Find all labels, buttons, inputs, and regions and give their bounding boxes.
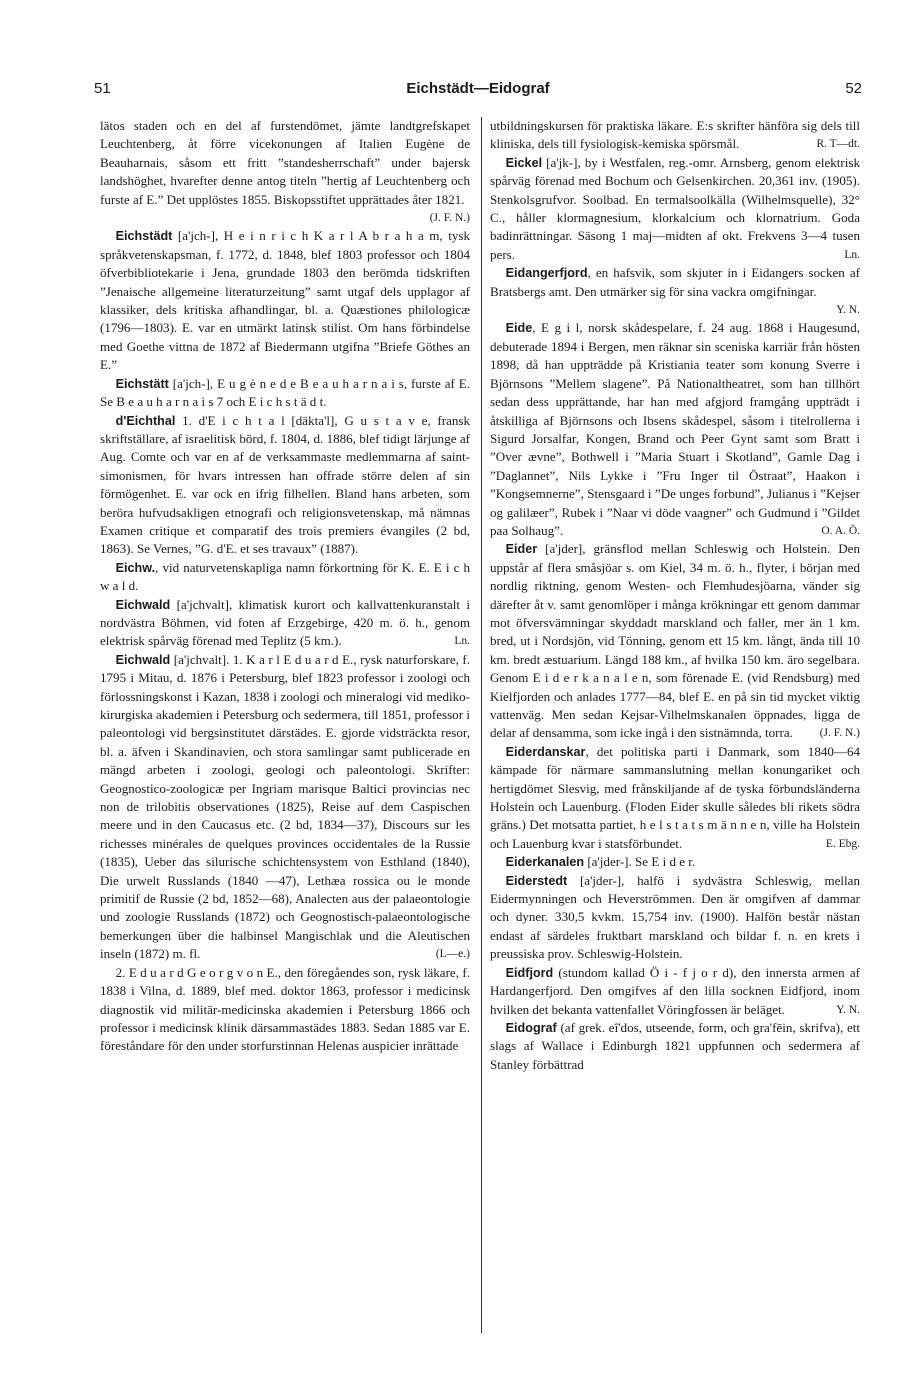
- entry-text: , det politiska parti i Danmark, som 1840—64 kämpade för närmare sammanslutning mellan konungariket och hertigdömet Slesvig, med frånskiljande af de tyska förbundsländerna Holstein och Lauenburg. (Floden Eider skulle således bli rikets södra gräns.) Det motsatta partiet, h e l s t a t s m ä n n e n, ville ha Holstein och Lauenburg kvar i statsförbundet.: [490, 743, 860, 851]
- article-entry: [490, 964, 860, 1019]
- entry-text: [a'jch-], E u g è n e d e B e a u h a r n a i s, furste af E. Se B e a u h a r n a i s 7 och E i c h s t ä d t.: [100, 375, 470, 410]
- article-entry: [100, 596, 470, 651]
- entry-headword: Eidograf: [505, 1020, 557, 1035]
- entry-text: , en hafsvik, som skjuter in i Eidangers socken af Bratsbergs amt. Den utmärker sig för sina vackra omgifningar.: [490, 265, 860, 299]
- entry-headword: Eichwald: [115, 597, 171, 612]
- article-entry: [100, 651, 470, 964]
- page-number-right: 52: [845, 80, 862, 97]
- page-header: [94, 80, 862, 102]
- entry-text: [a'jder-], halfö i sydvästra Schleswig, mellan Eidermynningen och Heverströmmen. Den är omgifven af dammar och dyner. 330,5 kvkm. 15,754 inv. (1900). Halfön består nästan endast af särdeles fruktbart marskland och bildar f. n. en krets i preussiska prov. Schleswig-Holstein.: [490, 872, 860, 962]
- article-entry: [100, 227, 470, 374]
- article-entry: [490, 319, 860, 540]
- entry-text: [a'jchvalt]. 1. K a r l E d u a r d E., rysk naturforskare, f. 1795 i Mitau, d. 1876 i Petersburg, blef 1823 professor i zoologi och förlossningskonst i Kazan, 1838 i zoologi och mineralogi vid mediko-kirurgiska akademien i Petersburg och sedermera, till 1851, professor i paleontologi vid bergsinstitutet därstädes. E. gjorde vidsträckta resor, bl. a. äfven i Skandinavien, och stora samlingar samt publicerade en mängd arbeten i zoologi, geologi och paleontologi. Skrifter: Geognostico-zoologicæ per Ingriam marisque Baltici provincias nec non de trilobitis observationes (1825), Reise auf dem Caspischen meere und in den Caucasus etc. (2 bd, 1834—37), Discours sur les richesses minérales de quelques provinces occidentales de la Russie (1835), Ueber das silurische schichtensystem von Esthland (1840), Die urwelt Russlands (1840 —47), Lethæa rossica ou le monde primitif de Russie (2 bd, 1852—68), Analecten aus der palaeontologie und zoologie Russlands (1872) och Geognostisch-palaeontologische bemerkungen über die halbinsel Mangischlak und die Aleutischen inseln (1872) m. fl.: [100, 651, 470, 962]
- entry-text: [a'jch-], H e i n r i c h K a r l A b r a h a m, tysk språkvetenskapsman, f. 1772, d. 1848, blef 1803 professor och 1804 öfverbibliotekarie i Jena, grundade 1803 den berömda tidskriften ”Jenaische allgemeine literaturzeitung” samt utgaf dels upplagor af klassiker, dels kritiska afhandlingar, bl. a. Quæstiones philologicæ (1796—1803). E. var en utmärkt latinsk stilist. Om hans förbindelse med Goethe vittna de 1872 af Biedermann utgifna ”Briefe Göthes an E.”: [100, 228, 470, 373]
- article-entry: [490, 154, 860, 264]
- entry-text: [a'jchvalt], klimatisk kurort och kallvattenkuranstalt i nordvästra Böhmen, vid foten af Erzgebirge, 420 m. ö. h., genom elektrisk spårväg förenad med Teplitz (5 km.).: [100, 596, 470, 649]
- entry-headword: Eickel: [505, 155, 543, 170]
- entry-headword: Eiderkanalen: [505, 855, 585, 870]
- author-signature: Ln.: [454, 635, 470, 648]
- article-entry: [490, 540, 860, 742]
- author-signature: (L—e.): [435, 948, 470, 961]
- entry-text: 2. E d u a r d G e o r g v o n E., den föregåendes son, rysk läkare, f. 1838 i Vilna, d. 1889, blef med. doktor 1863, professor i medicinsk diagnostik vid militär-medicinska akademien i Petersburg 1866 och professor i medicinsk klinik därsammastädes 1883. Sedan 1885 var E. föreståndare för den under storfurstinnan Helenas auspicier inrättade: [100, 964, 470, 1054]
- author-signature: O. A. Ö.: [821, 524, 860, 537]
- entry-headword: Eidangerfjord: [505, 266, 588, 281]
- article-entry: [100, 375, 470, 412]
- entry-text: 1. d'E i c h t a l [däkta'l], G u s t a v e, fransk skriftställare, af israelitisk börd, f. 1804, d. 1886, blef tidigt lärjunge af Aug. Comte och var en af de verksammaste medlemmarna af saint-simonismen, för hvars intressen han offrade större delen af sin förmögenhet. E. var ock en ifrig filhellen. Bland hans arbeten, som beröra hufvudsakligen etnografi och religionsvetenskap, må nämnas Examen critique et comparatif des trois premiers évangiles (2 bd, 1863). Se Vernes, ”G. d'E. et ses travaux” (1887).: [100, 412, 470, 557]
- entry-headword: Eiderdanskar: [505, 744, 586, 759]
- author-signature: Ln.: [844, 248, 860, 261]
- author-signature: (J. F. N.): [429, 212, 470, 225]
- entry-headword: Eide: [505, 321, 533, 336]
- entry-headword: Eichstätt: [115, 376, 169, 391]
- article-entry: [490, 743, 860, 853]
- entry-text: , E g i l, norsk skådespelare, f. 24 aug. 1868 i Haugesund, debuterade 1894 i Bergen, men räknar sin sceniska karriär från hösten 1898, då han uppträdde på Kristiania teater som konung Sverre i Björnsons ”Mellem slagene”. På Nationaltheatret, som han tillhört sedan dess upprättande, har han med afgjord framgång uppträdt i åtskilliga af Björnsons och Ibsens skådespel, såsom i titelrollerna i Sigurd Jorsalfar, Kongen, Brand och Peer Gynt samt som Bratt i ”Over ævne”, Bothwell i ”Maria Stuart i Skotland”, Gamle Dag i ”Daglannet”, Nils Lykke i ”Fru Inger til Östraat”, Haakon i ”Kongsemnerne”, Stensgaard i ”De unges forbund”, Julianus i ”Kejser og galilæer”, Rubek i ”Naar vi döde vaagner” och Gudmund i ”Gildet paa Solhaug”.: [490, 320, 860, 538]
- page-number-left: 51: [94, 80, 111, 97]
- article-continuation: [100, 964, 470, 1056]
- running-title: Eichstädt—Eidograf: [406, 80, 550, 97]
- right-column: [490, 117, 860, 1357]
- entry-text: (af grek. eî'dos, utseende, form, och gra'fēin, skrifva), ett slags af Wallace i Edinburgh 1821 uppfunnen och sedermera af Stanley förbättrad: [490, 1019, 860, 1072]
- author-signature: R. T—dt.: [816, 138, 860, 151]
- entry-headword: Eidfjord: [505, 965, 554, 980]
- article-entry: [100, 559, 470, 596]
- entry-text: utbildningskursen för praktiska läkare. E:s skrifter hänföra sig dels till kliniska, dels till fysiologisk-kemiska spörsmål.: [490, 118, 860, 152]
- entry-headword: Eichw.: [115, 560, 156, 575]
- entry-text: [a'jder], gränsflod mellan Schleswig och Holstein. Den uppstår af flera småsjöar s. om Kiel, 34 m. ö. h., flyter, i början med nordlig riktning, genom Westen- och Flemhudesjöarna, vänder sig därefter åt v. samt genomlöper i många krökningar ett genom dammar mot öfversvämningar skyddadt marskland och faller, mer än 1 km. bred, ut i Nordsjön, vid Tönning, genom ett 15 km. långt, ända till 10 km. bredt æstuarium. Längd 188 km., af hvilka 150 km. äro segelbara. Genom E i d e r k a n a l e n, som förenade E. (vid Rendsburg) med Kielfjorden och anlades 1777—84, blef E. en på sin tid mycket viktig vattenväg. Men sedan Kejsar-Vilhelmskanalen öppnades, ligga de delar af densamma, som icke ingå i den sistnämnda, torra.: [490, 541, 860, 741]
- column-divider: [481, 117, 482, 1333]
- entry-headword: d'Eichthal: [115, 413, 176, 428]
- article-entry: [100, 412, 470, 559]
- entry-headword: Eichwald: [115, 652, 171, 667]
- author-signature: E. Ebg.: [825, 837, 860, 850]
- article-entry: [490, 853, 860, 871]
- author-signature: Y. N.: [836, 304, 860, 317]
- article-entry: [490, 264, 860, 319]
- article-entry: [490, 1019, 860, 1074]
- article-entry: [490, 872, 860, 964]
- entry-headword: Eichstädt: [115, 229, 173, 244]
- entry-text: [a'jk-], by i Westfalen, reg.-omr. Arnsberg, genom elektrisk spårväg förenad med Bochum och Gelsenkirchen. 20,361 inv. (1905). Stenkolsgrufvor. Soolbad. En termalsoolkälla (Wilhelmsquelle), 32° C., håller klormagnesium, klorkalcium och klornatrium. Goda badinrättningar. Säsong 1 maj—midten af okt. Frekvens 3—4 tusen pers.: [490, 154, 860, 262]
- author-signature: Y. N.: [836, 1003, 860, 1016]
- article-continuation: [100, 117, 470, 227]
- entry-text: [a'jder-]. Se E i d e r.: [584, 854, 696, 870]
- author-signature: (J. F. N.): [819, 727, 860, 740]
- entry-headword: Eiderstedt: [505, 873, 568, 888]
- entry-text: , vid naturvetenskapliga namn förkortning för K. E. E i c h w a l d.: [100, 559, 470, 594]
- left-column: [100, 117, 470, 1357]
- entry-text: lätos staden och en del af furstendömet, jämte landtgrefskapet Leuchtenberg, åt förre vicekonungen af Italien Eugène de Beauharnais, såsom ett fritt ”standesherrschaft” under bajersk landshöghet, hvarefter denne antog titeln ”hertig af Leuchtenberg och furste af E.” Det upplöstes 1855. Biskopsstiftet upprättades åter 1821.: [100, 118, 470, 207]
- article-continuation: [490, 117, 860, 154]
- entry-text: (stundom kallad Ö i - f j o r d), den innersta armen af Hardangerfjord. Den omgifves af den lilla socknen Eidfjord, inom hvilken det bekanta vattenfallet Vöringfossen är beläget.: [490, 964, 860, 1017]
- entry-headword: Eider: [505, 542, 538, 557]
